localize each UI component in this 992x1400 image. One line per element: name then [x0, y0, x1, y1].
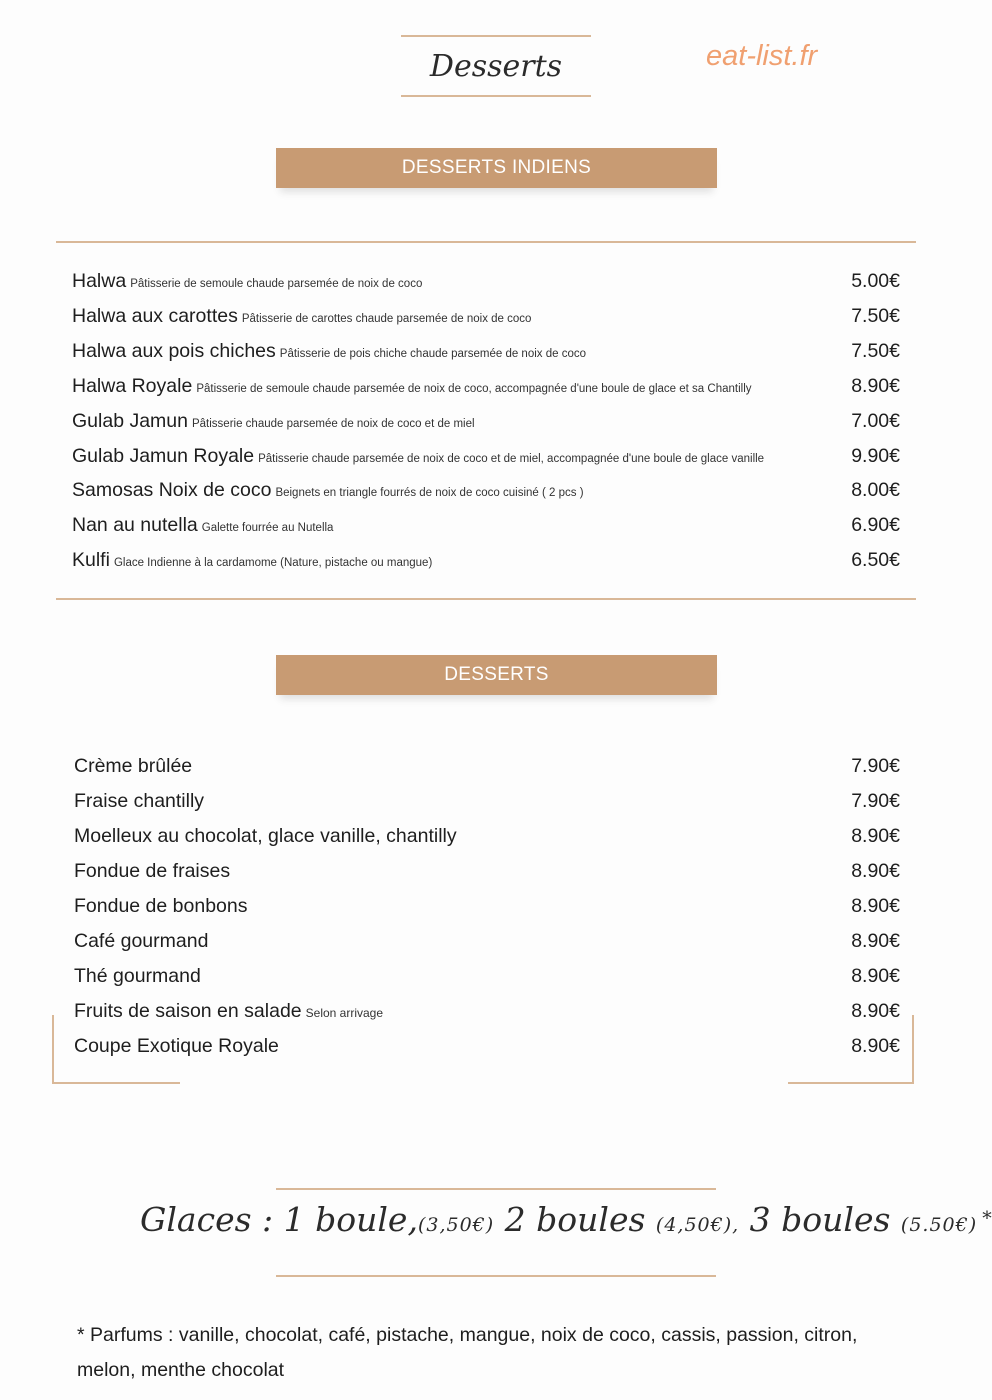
section-banner-desserts: DESSERTS	[276, 655, 717, 695]
menu-item-price: 7.50€	[851, 304, 900, 327]
menu-item-price: 8.90€	[851, 374, 900, 397]
page-title: Desserts	[429, 49, 563, 84]
glaces-line	[140, 1200, 992, 1239]
menu-item	[74, 997, 900, 1029]
menu-item	[72, 267, 900, 299]
menu-item-text	[74, 825, 457, 848]
glaces-price-1: (3,50€)	[417, 1214, 495, 1236]
section-rule-top	[56, 241, 916, 243]
menu-item-description: Pâtisserie chaude parsemée de noix de coco et de miel, accompagnée d'une boule de glace vanille	[258, 452, 765, 465]
glaces-price-2: (4,50€),	[655, 1214, 740, 1236]
menu-item-text	[72, 445, 764, 468]
glaces-star: *	[982, 1207, 992, 1230]
menu-item-description: Pâtisserie de semoule chaude parsemée de noix de coco, accompagnée d'une boule de glace et sa Chantilly	[196, 382, 752, 395]
menu-item-price: 9.90€	[851, 444, 900, 467]
menu-item-text	[74, 930, 208, 953]
menu-item	[72, 407, 900, 439]
menu-item-name: Café gourmand	[74, 930, 209, 952]
menu-item-text	[72, 549, 432, 572]
menu-item-name: Crème brûlée	[74, 755, 193, 777]
menu-item-price: 8.90€	[851, 1000, 900, 1022]
menu-item-price: 8.90€	[851, 930, 900, 952]
menu-item	[74, 962, 900, 994]
menu-item-price: 7.90€	[851, 790, 900, 812]
menu-item	[74, 822, 900, 854]
glaces-price-3: (5.50€)	[900, 1214, 978, 1236]
menu-item-price: 7.50€	[851, 339, 900, 362]
menu-item-name: Gulab Jamun Royale	[72, 444, 255, 467]
menu-item-name: Fondue de bonbons	[74, 895, 248, 917]
menu-item	[74, 857, 900, 889]
menu-item-description: Galette fourrée au Nutella	[201, 522, 334, 535]
glaces-rule-top	[276, 1188, 716, 1190]
menu-item-price: 5.00€	[851, 270, 900, 292]
menu-item-description: Beignets en triangle fourrés de noix de coco cuisiné ( 2 pcs )	[275, 487, 584, 500]
menu-item-price: 7.90€	[851, 755, 900, 777]
title-top-rule	[401, 35, 591, 37]
menu-item-name: Nan au nutella	[72, 514, 198, 537]
bracket-right	[788, 1015, 914, 1084]
menu-item-text	[72, 375, 752, 398]
menu-item	[72, 511, 900, 543]
glaces-mid-2: 3 boules	[739, 1200, 901, 1239]
bracket-left	[52, 1015, 180, 1084]
page-title-box	[401, 35, 591, 97]
menu-item-description: Pâtisserie chaude parsemée de noix de coco et de miel	[191, 417, 475, 430]
glaces-mid-1: 2 boules	[494, 1200, 656, 1239]
menu-item-name: Halwa aux carottes	[72, 304, 238, 327]
glaces-label: Glaces : 1 boule,	[140, 1200, 418, 1239]
parfums-note: * Parfums : vanille, chocolat, café, pistache, mangue, noix de coco, cassis, passion, citron, melon, menthe chocolat	[77, 1324, 858, 1381]
menu-item-name: Fruits de saison en salade	[74, 1000, 302, 1022]
menu-item-price: 8.90€	[851, 860, 900, 882]
menu-item-text	[72, 340, 586, 363]
menu-item-price: 8.90€	[851, 825, 900, 847]
menu-item	[72, 302, 900, 334]
menu-item-price: 6.90€	[851, 514, 900, 537]
menu-item-text	[74, 895, 247, 918]
section-rule-bottom	[56, 598, 916, 600]
menu-item-name: Samosas Noix de coco	[72, 479, 272, 502]
title-bottom-rule	[401, 95, 591, 97]
menu-item-description: Selon arrivage	[305, 1006, 384, 1020]
menu-item	[74, 787, 900, 819]
menu-item-text	[74, 965, 201, 988]
menu-item-name: Fondue de fraises	[74, 860, 231, 882]
menu-item-text	[74, 790, 204, 813]
menu-item	[72, 546, 900, 578]
menu-item-price: 8.00€	[851, 479, 900, 502]
menu-item-price: 8.90€	[851, 965, 900, 987]
menu-item-text	[72, 479, 584, 502]
menu-item-price: 8.90€	[851, 1035, 900, 1057]
menu-item	[74, 927, 900, 959]
menu-item-name: Fraise chantilly	[74, 790, 205, 812]
menu-item	[72, 442, 900, 474]
menu-item	[72, 337, 900, 369]
section-banner-desserts-indiens: DESSERTS INDIENS	[276, 148, 717, 188]
menu-item-text	[72, 410, 475, 433]
watermark: eat-list.fr	[706, 40, 818, 72]
menu-item-text	[72, 270, 422, 293]
menu-item-price: 6.50€	[851, 549, 900, 572]
menu-item	[74, 1032, 900, 1064]
menu-item	[74, 892, 900, 924]
menu-item-name: Kulfi	[72, 549, 110, 572]
menu-item-name: Gulab Jamun	[72, 409, 188, 432]
menu-item-name: Halwa aux pois chiches	[72, 339, 276, 362]
menu-item-name: Thé gourmand	[74, 965, 201, 987]
menu-item-description: Pâtisserie de carottes chaude parsemée de noix de coco	[241, 312, 532, 325]
menu-item-price: 7.00€	[851, 409, 900, 432]
menu-item-name: Coupe Exotique Royale	[74, 1035, 279, 1057]
menu-item	[74, 752, 900, 784]
menu-item-name: Halwa	[72, 270, 127, 292]
menu-item	[72, 372, 900, 404]
menu-item-description: Glace Indienne à la cardamome (Nature, pistache ou mangue)	[113, 557, 433, 570]
menu-item-name: Halwa Royale	[72, 374, 193, 397]
menu-item-text	[74, 860, 230, 883]
menu-item-text	[74, 755, 192, 778]
menu-item	[72, 476, 900, 508]
menu-item-name: Moelleux au chocolat, glace vanille, chantilly	[74, 825, 457, 847]
menu-item-description: Pâtisserie de pois chiche chaude parsemée de noix de coco	[279, 347, 586, 360]
menu-item-description: Pâtisserie de semoule chaude parsemée de noix de coco	[130, 278, 423, 290]
glaces-rule-bottom	[276, 1275, 716, 1277]
menu-item-text	[72, 305, 531, 328]
menu-item-text	[72, 514, 333, 537]
menu-item-price: 8.90€	[851, 895, 900, 917]
